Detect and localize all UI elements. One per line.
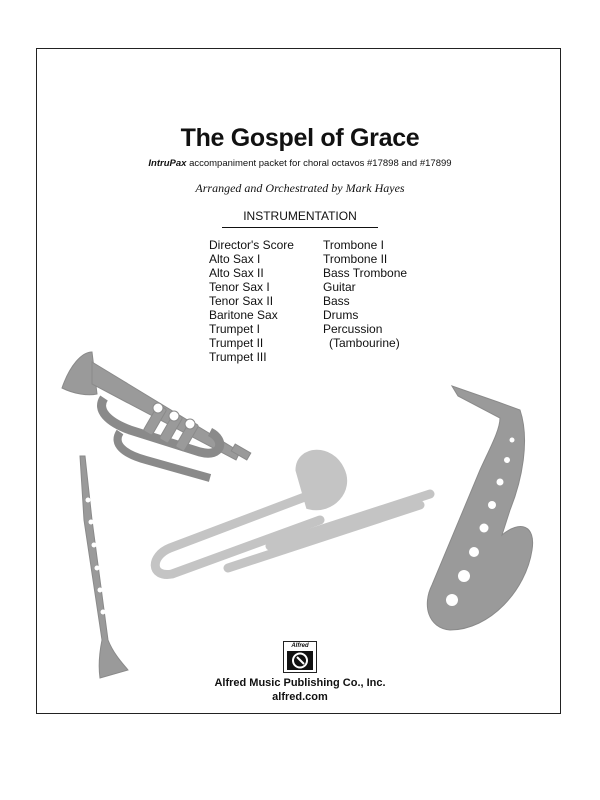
instrument-item: Baritone Sax [209, 308, 278, 322]
instrument-item: (Tambourine) [329, 336, 400, 350]
instrument-item: Percussion [323, 322, 383, 336]
subtitle-text: accompaniment packet for choral octavos #17898 and #17899 [186, 158, 452, 169]
instrument-item: Bass Trombone [323, 266, 408, 280]
instrument-item: Alto Sax II [209, 266, 264, 280]
instrument-item: Drums [323, 308, 359, 322]
publisher-website: alfred.com [272, 691, 328, 703]
alfred-logo-icon [283, 641, 317, 673]
arranger-credit: Arranged and Orchestrated by Mark Hayes [195, 181, 405, 195]
logo-text: Alfred [291, 643, 309, 649]
instrument-item: Tenor Sax I [209, 280, 270, 294]
trumpet-icon [62, 352, 251, 478]
instrument-item: Tenor Sax II [209, 294, 274, 308]
instrument-item: Director's Score [209, 238, 294, 252]
instrument-item: Trumpet II [209, 336, 264, 350]
instrument-item: Trumpet I [209, 322, 260, 336]
instrument-item: Bass [323, 294, 350, 308]
instrument-item: Trumpet III [209, 350, 267, 364]
instrumentation-heading: INSTRUMENTATION [222, 209, 378, 228]
clarinet-icon [80, 456, 128, 678]
instrument-item: Guitar [323, 280, 356, 294]
publisher-name: Alfred Music Publishing Co., Inc. [214, 677, 386, 689]
instrument-item: Alto Sax I [209, 252, 261, 266]
instrument-item: Trombone II [323, 252, 388, 266]
page-title: The Gospel of Grace [180, 124, 420, 152]
instrument-item: Trombone I [323, 238, 384, 252]
logo-emblem [284, 650, 316, 672]
saxophone-icon [427, 386, 532, 630]
subtitle-brand: IntruPax [148, 158, 187, 169]
